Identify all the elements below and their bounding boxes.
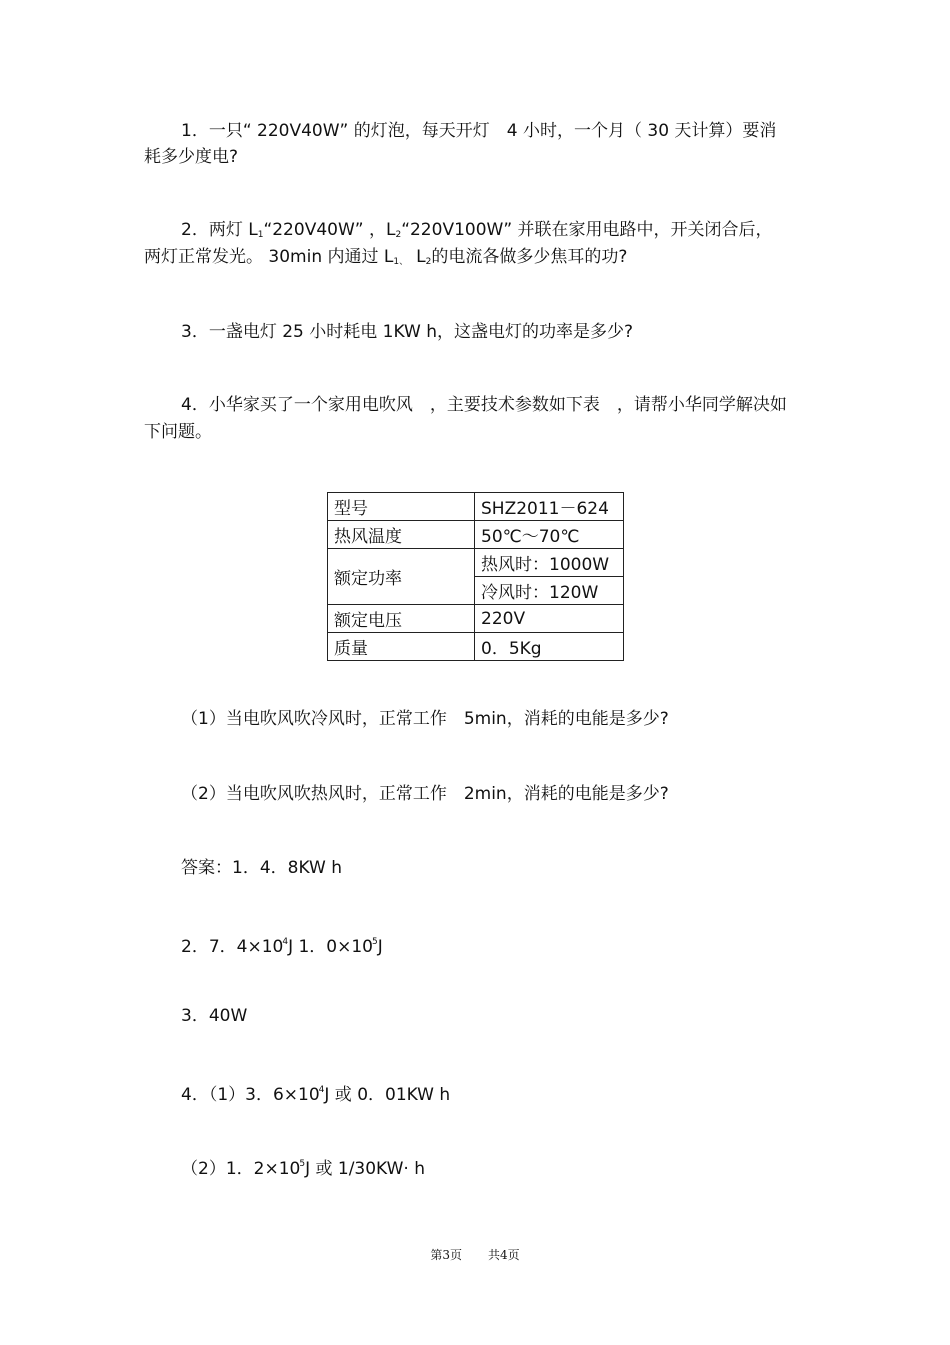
q2-line2-text-b: L bbox=[416, 247, 426, 267]
answer-2-text-c: J bbox=[377, 937, 383, 957]
q2-line2-subscript-2: 2 bbox=[425, 257, 432, 267]
table-cell-voltage-value: 220V bbox=[475, 605, 624, 633]
question-4-line-1: 4．小华家买了一个家用电吹风 ，主要技术参数如下表 ，请帮小华同学解决如 bbox=[181, 395, 787, 415]
table-cell-temp-value: 50℃～70℃ bbox=[475, 521, 624, 549]
question-4-part-1: （1）当电吹风吹冷风时，正常工作 5min，消耗的电能是多少? bbox=[181, 709, 669, 729]
answer-2-exponent-1: 4 bbox=[282, 937, 289, 947]
table-cell-temp-label: 热风温度 bbox=[328, 521, 475, 549]
q2-text-b: “220V40W” ，L bbox=[263, 220, 396, 240]
q2-line2-subscript-1: 1、 bbox=[393, 257, 409, 267]
answer-4-part-2 bbox=[181, 1152, 425, 1181]
answer-1: 答案：1．4．8KW h bbox=[181, 858, 342, 878]
question-4-line-2: 下问题。 bbox=[144, 422, 212, 442]
answer-4-text-b: J 或 0．01KW h bbox=[324, 1085, 451, 1105]
answer-2-text-a: 2．7．4×10 bbox=[181, 937, 284, 957]
table-row bbox=[328, 605, 624, 633]
table-cell-mass-value: 0．5Kg bbox=[475, 633, 624, 661]
question-4-part-2: （2）当电吹风吹热风时，正常工作 2min，消耗的电能是多少? bbox=[181, 784, 669, 804]
q2-line2-text-c: 的电流各做多少焦耳的功? bbox=[431, 247, 628, 267]
table-row bbox=[328, 521, 624, 549]
table-row bbox=[328, 493, 624, 521]
question-1-line-1: 1．一只“ 220V40W” 的灯泡，每天开灯 4 小时，一个月（ 30 天计算）要消 bbox=[181, 121, 777, 141]
question-3: 3．一盏电灯 25 小时耗电 1KW h，这盏电灯的功率是多少? bbox=[181, 322, 634, 342]
answer-4-text-a: 4．（1）3．6×10 bbox=[181, 1085, 320, 1105]
table-cell-power-label: 额定功率 bbox=[328, 549, 475, 605]
answer-4-part-1 bbox=[181, 1078, 450, 1107]
table-cell-power-cold: 冷风时：120W bbox=[475, 577, 624, 605]
table-cell-model-value: SHZ2011－624 bbox=[475, 493, 624, 521]
table-cell-mass-label: 质量 bbox=[328, 633, 475, 661]
answer-5-text-b: J 或 1/30KW· h bbox=[305, 1159, 425, 1179]
question-2-line-2 bbox=[144, 245, 627, 274]
question-2-line-1 bbox=[181, 218, 773, 247]
question-1-line-2: 耗多少度电? bbox=[144, 147, 239, 167]
answer-2 bbox=[181, 930, 383, 959]
table-row bbox=[328, 549, 624, 577]
answer-4-exponent: 4 bbox=[318, 1085, 325, 1095]
table-row bbox=[328, 633, 624, 661]
spec-table bbox=[327, 492, 624, 661]
table-cell-voltage-label: 额定电压 bbox=[328, 605, 475, 633]
answer-5-text-a: （2）1．2×10 bbox=[181, 1159, 301, 1179]
q2-text-c: “220V100W” 并联在家用电路中，开关闭合后， bbox=[401, 220, 773, 240]
q2-subscript-1: 1 bbox=[257, 230, 264, 240]
q2-text-a: 2．两灯 L bbox=[181, 220, 258, 240]
answer-3: 3．40W bbox=[181, 1006, 248, 1026]
q2-subscript-2: 2 bbox=[395, 230, 402, 240]
page-total: 共4页 bbox=[488, 1248, 520, 1262]
page-number: 第3页 bbox=[430, 1248, 462, 1262]
table-cell-power-hot: 热风时：1000W bbox=[475, 549, 624, 577]
answer-2-exponent-2: 5 bbox=[372, 937, 378, 947]
page-footer bbox=[0, 1246, 950, 1263]
answer-2-text-b: J 1．0×10 bbox=[288, 937, 373, 957]
table-cell-model-label: 型号 bbox=[328, 493, 475, 521]
q2-line2-text-a: 两灯正常发光。 30min 内通过 L bbox=[144, 247, 394, 267]
answer-5-exponent: 5 bbox=[299, 1159, 306, 1169]
